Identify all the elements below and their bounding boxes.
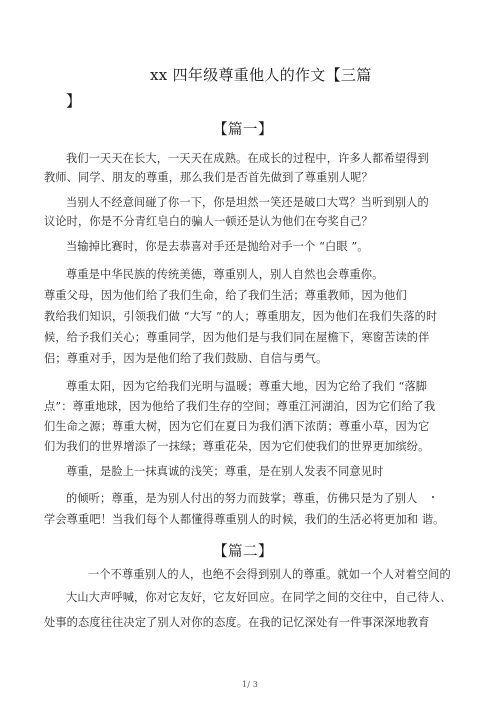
paragraph-line: 尊重，是脸上一抹真诚的浅笑；尊重，是在别人发表不同意见时: [66, 465, 384, 478]
paragraph-line: 候，给予我们关心；尊重同学，因为他们是与我们同在屋檐下，寒窗苦读的伴: [44, 331, 430, 344]
paragraph-line: 一个不尊重别人的人，也绝不会得到别人的尊重。就如一个人对着空间的: [88, 568, 451, 581]
paragraph-line: 们为我们的世界增添了一抹绿；尊重花朵，因为它们使我们的世界更加缤纷。: [44, 440, 430, 453]
paragraph-line: 教师、同学、朋友的尊重，那么我们是否首先做到了尊重别人呢？: [44, 171, 373, 184]
section-heading-1: 【篇一】: [213, 122, 273, 138]
paragraph-line: 大山大声呼喊，你对它友好，它友好回应。在同学之间的交往中，自己待人、: [66, 591, 452, 604]
paragraph-line: 的倾听；尊重，是为别人付出的努力而鼓掌；尊重，仿佛只是为了别人: [66, 492, 418, 505]
paragraph-line: 议论时，你是不分青红皂白的骗人一顿还是认为他们在夸奖自己？: [44, 215, 373, 228]
paragraph-line: 处事的态度往往决定了别人对你的态度。在我的记忆深处有一件事深深地教育: [44, 616, 430, 629]
paragraph-line: 当别人不经意间碰了你一下，你是坦然一笑还是破口大骂？当听到别人的: [66, 196, 429, 209]
document-title-bracket: 】: [66, 92, 82, 110]
paragraph-line: 尊重是中华民族的传统美德，尊重别人，别人自然也会尊重你。: [66, 268, 384, 281]
paragraph-line: 侣；尊重对手，因为是他们给了我们鼓励、自信与勇气。: [44, 352, 328, 365]
paragraph-line: 们生命之源；尊重大树，因为它们在夏日为我们洒下浓荫；尊重小草，因为它: [44, 420, 430, 433]
paragraph-line: 学会尊重吧！当我们每个人都懂得尊重别人的时候，我们的生活必将更加和 谐。: [44, 513, 445, 526]
stray-dot: [432, 496, 434, 498]
paragraph-line: 尊重父母，因为他们给了我们生命，给了我们生活；尊重教师，因为他们: [44, 289, 407, 302]
paragraph-line: 当输掉比赛时，你是去恭喜对手还是抛给对手一个 “白眼 ”。: [66, 240, 369, 253]
paragraph-line: 点”：尊重地球，因为他给了我们生存的空间；尊重江河湖泊，因为它们给了我: [44, 400, 436, 413]
paragraph-line: 我们一天天在长大，一天天在成熟。在成长的过程中，许多人都希望得到: [66, 152, 429, 165]
paragraph-line: 教给我们知识，引领我们做 “大写 ”的人；尊重朋友，因为他们在我们失落的时: [44, 310, 438, 323]
section-heading-2: 【篇二】: [213, 544, 273, 560]
page-number: 1/ 3: [242, 680, 259, 689]
document-title: xx 四年级尊重他人的作文【三篇: [150, 66, 372, 84]
paragraph-line: 尊重太阳，因为它给我们光明与温暖；尊重大地，因为它给了我们 “落脚: [66, 380, 428, 393]
